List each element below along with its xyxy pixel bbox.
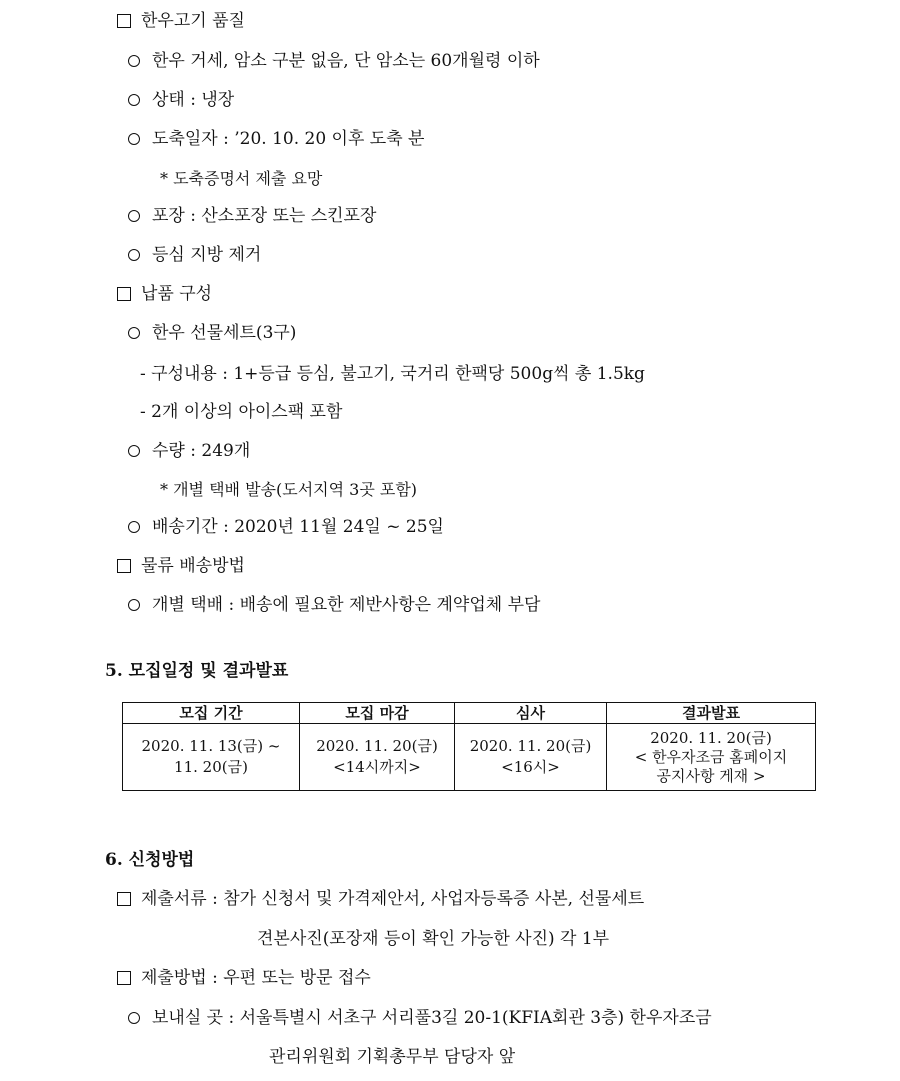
table-cell-result: 2020. 11. 20(금) < 한우자조금 홈페이지 공지사항 게재 > — [607, 724, 816, 791]
list-item: 한우 거세, 암소 구분 없음, 단 암소는 60개월령 이하 — [128, 50, 540, 72]
table-header-cell: 모집 마감 — [300, 703, 455, 724]
table-cell-review: 2020. 11. 20(금) <16시> — [455, 724, 607, 791]
list-item: 포장 : 산소포장 또는 스킨포장 — [128, 205, 376, 227]
dash-item: - 2개 이상의 아이스팩 포함 — [140, 402, 343, 422]
list-item: 한우 선물세트(3구) — [128, 322, 296, 344]
table-row — [123, 724, 816, 791]
list-item: 상태 : 냉장 — [128, 89, 234, 111]
checkbox-square-icon — [117, 14, 131, 28]
circle-bullet-icon — [128, 55, 140, 67]
list-item: 수량 : 249개 — [128, 440, 250, 462]
circle-bullet-icon — [128, 327, 140, 339]
list-item: 개별 택배 : 배송에 필요한 제반사항은 계약업체 부담 — [128, 594, 540, 616]
checkbox-square-icon — [117, 971, 131, 985]
circle-bullet-icon — [128, 94, 140, 106]
circle-bullet-icon — [128, 1012, 140, 1024]
note-text: * 개별 택배 발송(도서지역 3곳 포함) — [160, 480, 418, 499]
table-cell-period: 2020. 11. 13(금) ~ 11. 20(금) — [123, 724, 300, 791]
circle-bullet-icon — [128, 249, 140, 261]
list-item: 배송기간 : 2020년 11월 24일 ~ 25일 — [128, 516, 444, 538]
address-item: 보내실 곳 : 서울특별시 서초구 서리풀3길 20-1(KFIA회관 3층) 한우자조금 — [128, 1007, 712, 1029]
table-header-cell: 모집 기간 — [123, 703, 300, 724]
circle-bullet-icon — [128, 133, 140, 145]
docs-item: 제출서류 : 참가 신청서 및 가격제안서, 사업자등록증 사본, 선물세트 — [117, 888, 644, 910]
dash-item: - 구성내용 : 1+등급 등심, 불고기, 국거리 한팩당 500g씩 총 1.5kg — [140, 364, 645, 384]
table-header-row — [123, 703, 816, 724]
method-item: 제출방법 : 우편 또는 방문 접수 — [117, 967, 371, 989]
section5-title: 5. 모집일정 및 결과발표 — [105, 661, 289, 681]
circle-bullet-icon — [128, 445, 140, 457]
checkbox-square-icon — [117, 892, 131, 906]
checkbox-square-icon — [117, 287, 131, 301]
table-cell-deadline: 2020. 11. 20(금) <14시까지> — [300, 724, 455, 791]
circle-bullet-icon — [128, 521, 140, 533]
note-text: * 도축증명서 제출 요망 — [160, 169, 323, 188]
quality-heading: 한우고기 품질 — [117, 10, 245, 32]
schedule-table — [122, 702, 816, 791]
delivery-config-heading: 납품 구성 — [117, 283, 212, 305]
list-item: 도축일자 : ’20. 10. 20 이후 도축 분 — [128, 128, 424, 150]
list-item: 등심 지방 제거 — [128, 244, 261, 266]
table-header-cell: 결과발표 — [607, 703, 816, 724]
checkbox-square-icon — [117, 559, 131, 573]
circle-bullet-icon — [128, 210, 140, 222]
address-continuation: 관리위원회 기획총무부 담당자 앞 — [269, 1047, 516, 1067]
docs-continuation: 견본사진(포장재 등이 확인 가능한 사진) 각 1부 — [257, 929, 610, 949]
circle-bullet-icon — [128, 599, 140, 611]
table-header-cell: 심사 — [455, 703, 607, 724]
section6-title: 6. 신청방법 — [105, 850, 195, 870]
logistics-heading: 물류 배송방법 — [117, 555, 245, 577]
